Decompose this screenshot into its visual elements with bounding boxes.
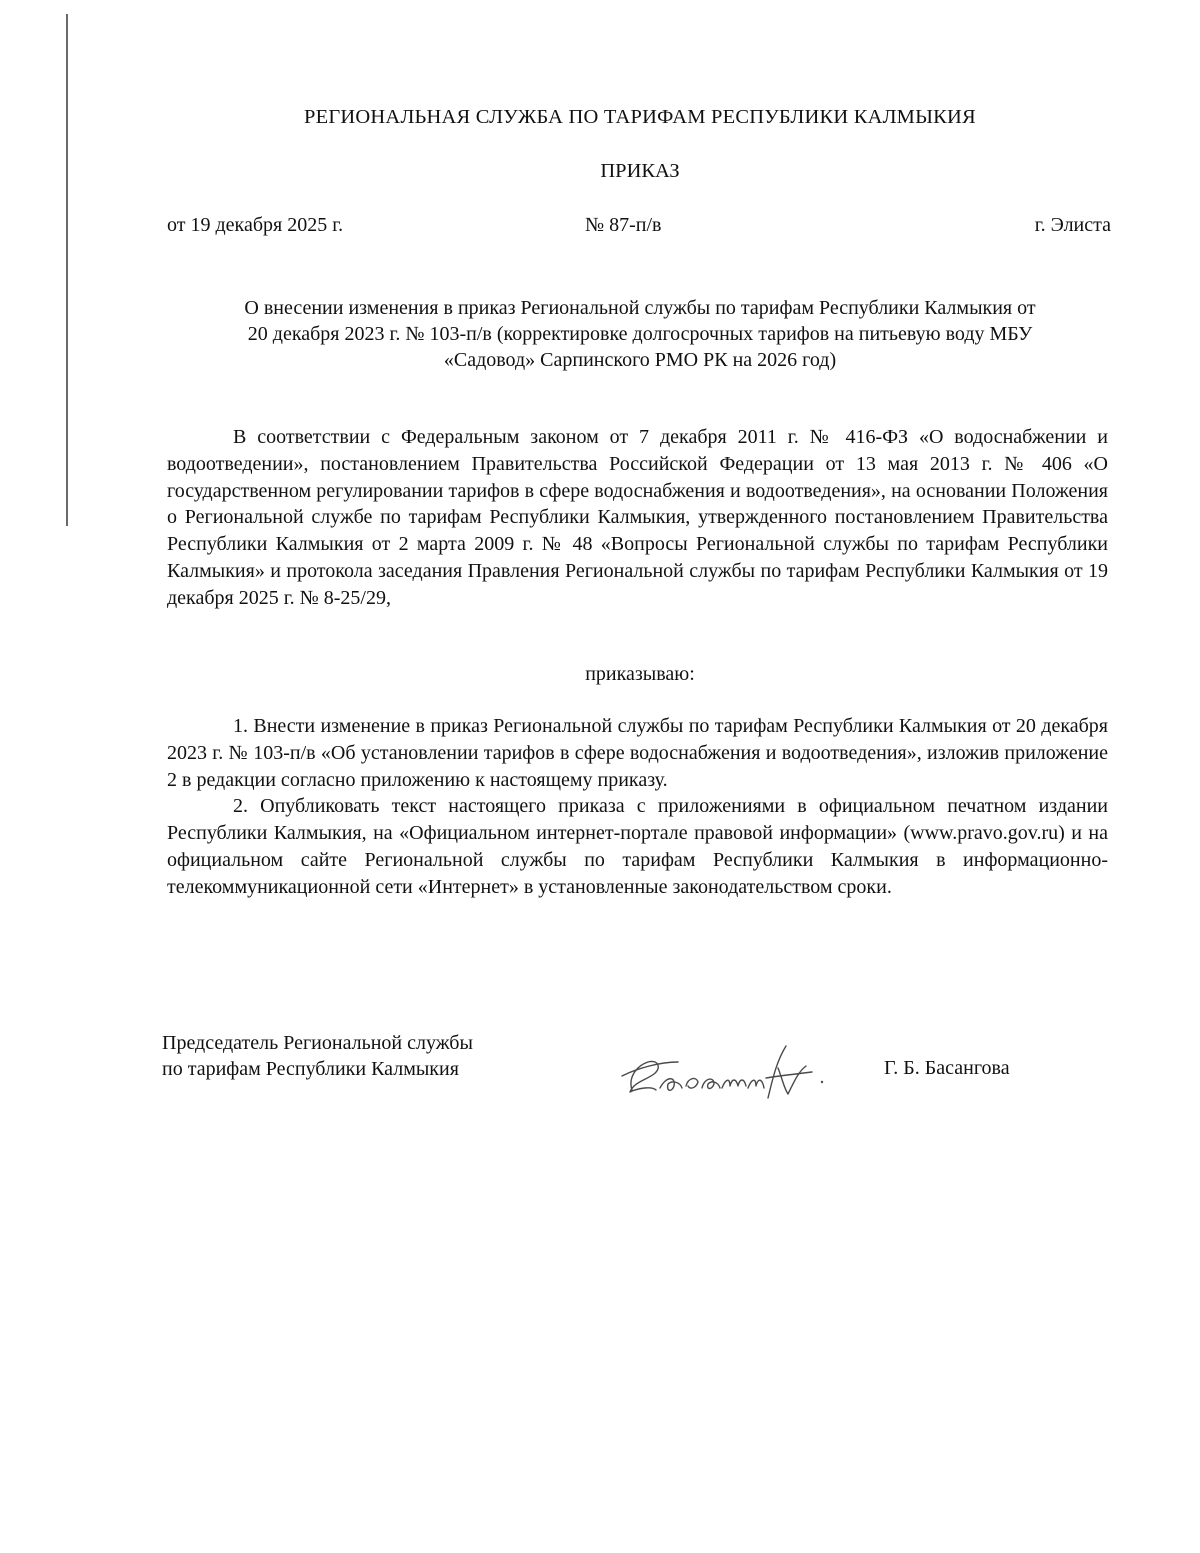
document-date: от 19 декабря 2025 г. (167, 214, 344, 236)
subject-line: О внесении изменения в приказ Региональной службы по тарифам Республики Калмыкия от (244, 297, 1036, 319)
order-item: 2. Опубликовать текст настоящего приказа с приложениями в официальном печатном издании Республики Калмыкия, на «Официальном интернет-портале правовой информации» (www.pravo.gov.ru) и на официальном сайте Региональной службы по тарифам Республики Калмыкия в информационно-телекоммуникационной сети «Интернет» в установленные законодательством сроки. (167, 795, 1108, 898)
subject-line: 20 декабря 2023 г. № 103-п/в (корректировке долгосрочных тарифов на питьевую воду МБУ (247, 323, 1033, 345)
document-meta-row (167, 214, 1111, 240)
preamble-paragraph: В соответствии с Федеральным законом от 7 декабря 2011 г. № 416-ФЗ «О водоснабжении и водоотведении», постановлением Правительства Российской Федерации от 13 мая 2013 г. № 406 «О государственном регулировании тарифов в сфере водоснабжения и водоотведения», на основании Положения о Региональной службе по тарифам Республики Калмыкия, утвержденного постановлением Правительства Республики Калмыкия от 2 марта 2009 г. № 48 «Вопросы Региональной службы по тарифам Республики Калмыкия» и протокола заседания Правления Региональной службы по тарифам Республики Калмыкия от 19 декабря 2025 г. № 8-25/29, (167, 426, 1108, 609)
organization-title: РЕГИОНАЛЬНАЯ СЛУЖБА ПО ТАРИФАМ РЕСПУБЛИКИ КАЛМЫКИЯ (304, 106, 976, 128)
document-city: г. Элиста (1034, 214, 1111, 236)
order-item: 1. Внести изменение в приказ Региональной службы по тарифам Республики Калмыкия от 20 декабря 2023 г. № 103-п/в «Об установлении тарифов в сфере водоснабжения и водоотведения», изложив приложение 2 в редакции согласно приложению к настоящему приказу. (167, 715, 1108, 791)
order-items (167, 713, 1108, 901)
scan-edge-line (66, 14, 68, 526)
handwritten-signature (618, 1032, 833, 1108)
document-type: ПРИКАЗ (600, 160, 680, 182)
signer-position-line: по тарифам Республики Калмыкия (162, 1058, 459, 1080)
document-number: № 87-п/в (585, 214, 662, 236)
order-word: приказываю: (585, 663, 695, 685)
document-subject (150, 295, 1130, 373)
signer-position (162, 1030, 473, 1082)
signer-position-line: Председатель Региональной службы (162, 1032, 473, 1054)
subject-line: «Садовод» Сарпинского РМО РК на 2026 год) (443, 349, 837, 371)
signer-name: Г. Б. Басангова (884, 1057, 1010, 1079)
